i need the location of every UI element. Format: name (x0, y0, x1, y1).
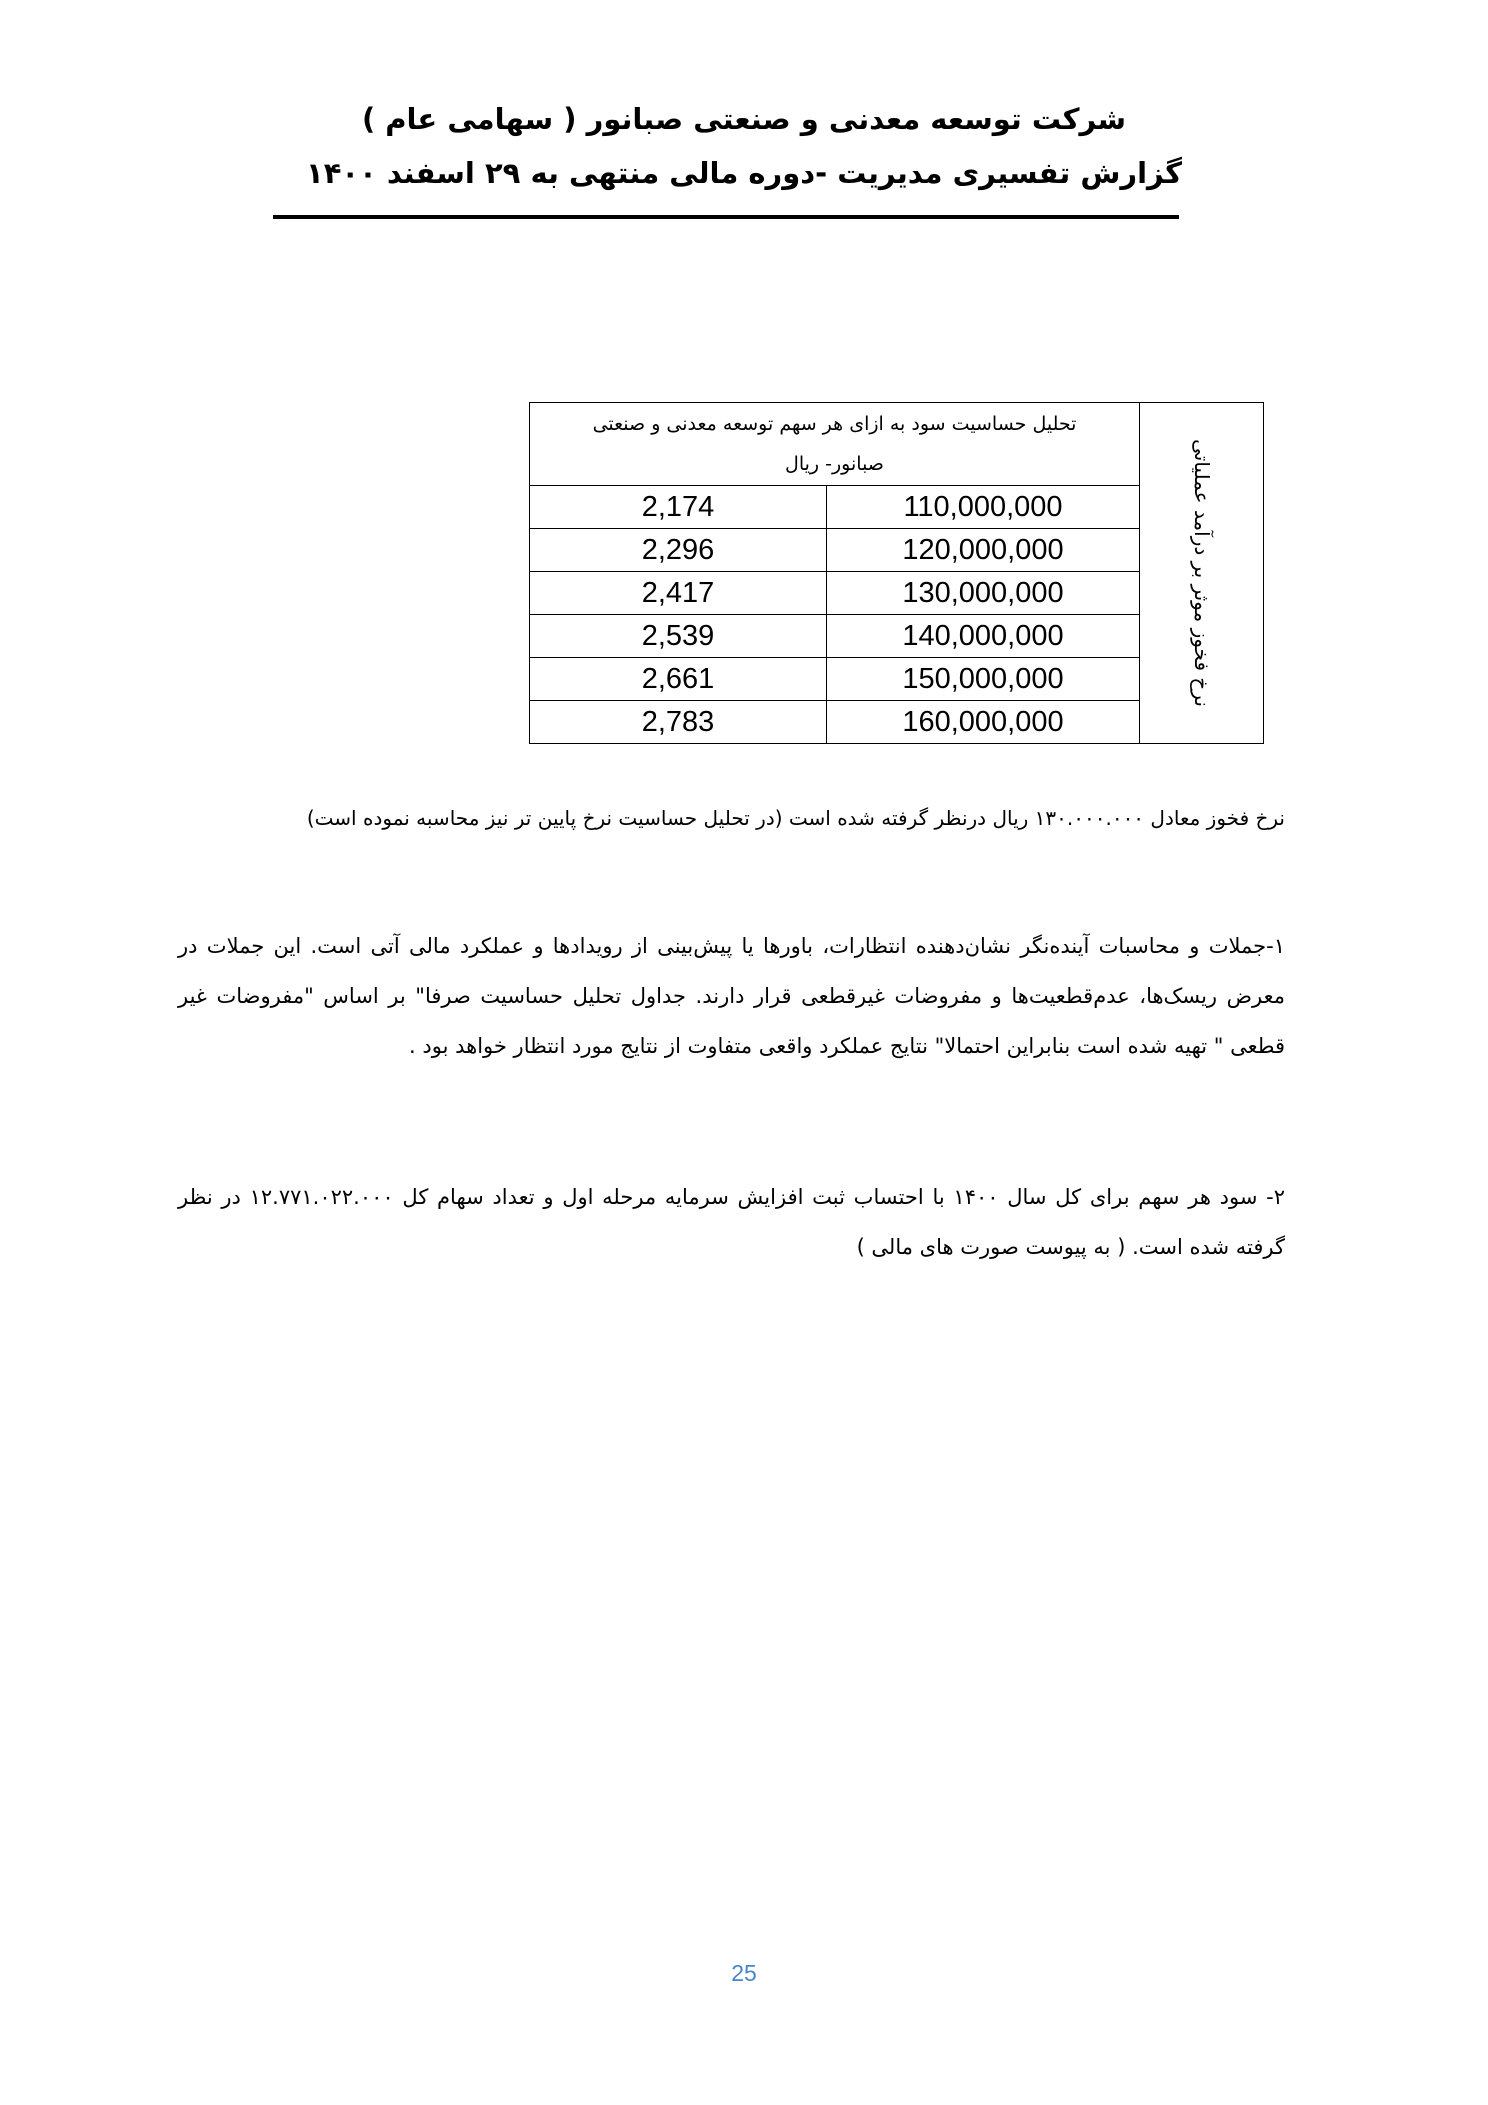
rate-cell: 120,000,000 (827, 529, 1140, 572)
table-title-line2: صبانور- ریال (785, 453, 884, 475)
side-label-cell (1140, 403, 1264, 744)
page-number: 25 (731, 1960, 757, 1986)
eps-cell: 2,417 (530, 572, 827, 615)
eps-cell: 2,539 (530, 615, 827, 658)
rate-cell: 160,000,000 (827, 701, 1140, 744)
table-title-cell (530, 403, 1140, 486)
paragraph-forward-looking: ۱-جملات و محاسبات آینده‌نگر نشان‌دهنده انتظارات، باورها یا پیش‌بینی از رویدادها و عملکرد مالی آتی است. این جملات در معرض ریسک‌ها، عدم‌قطعیت‌ها و مفروضات غیرقطعی قرار دارند. جداول تحلیل حساسیت صرفا" بر اساس "مفروضات غیر قطعی " تهیه شده است بنابراین احتمالا" نتایج عملکرد واقعی متفاوت از نتایج مورد انتظار خواهد بود . (178, 934, 1285, 1058)
header-rule (273, 215, 1179, 219)
eps-cell: 2,174 (530, 486, 827, 529)
rate-cell: 140,000,000 (827, 615, 1140, 658)
eps-cell: 2,661 (530, 658, 827, 701)
table-header-row (530, 403, 1264, 486)
sensitivity-table (529, 402, 1264, 744)
side-label: نرخ فخوز موثر بر درآمد عملیاتی (1189, 439, 1214, 707)
rate-note: نرخ فخوز معادل ۱۳۰.۰۰۰.۰۰۰ ریال درنظر گرفته شده است (در تحلیل حساسیت نرخ پایین تر نیز محاسبه نموده است) (306, 806, 1285, 830)
paragraph-eps-basis: ۲- سود هر سهم برای کل سال ۱۴۰۰ با احتساب ثبت افزایش سرمایه مرحله اول و تعداد سهام کل ۱۲.۷۷۱.۰۲۲.۰۰۰ در نظر گرفته شده است. ( به پیوست صورت های مالی ) (178, 1185, 1285, 1259)
company-name: شرکت توسعه معدنی و صنعتی صبانور ( سهامی عام ) (361, 102, 1127, 136)
eps-cell: 2,296 (530, 529, 827, 572)
table-title-line1: تحلیل حساسیت سود به ازای هر سهم توسعه معدنی و صنعتی (592, 413, 1077, 435)
page-header (0, 95, 1488, 203)
eps-cell: 2,783 (530, 701, 827, 744)
rate-cell: 150,000,000 (827, 658, 1140, 701)
rate-cell: 110,000,000 (827, 486, 1140, 529)
report-title: گزارش تفسیری مدیریت -دوره مالی منتهی به ۲۹ اسفند ۱۴۰۰ (306, 156, 1182, 190)
rate-cell: 130,000,000 (827, 572, 1140, 615)
